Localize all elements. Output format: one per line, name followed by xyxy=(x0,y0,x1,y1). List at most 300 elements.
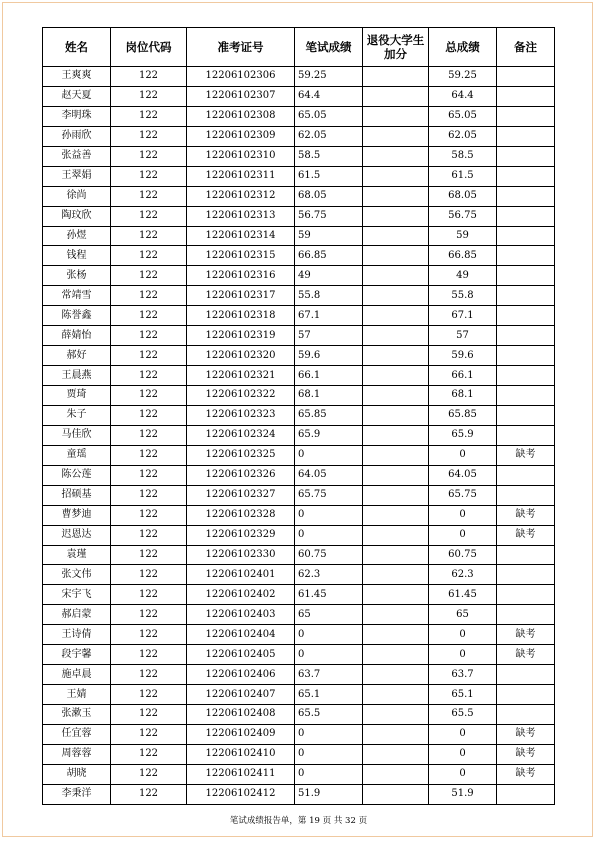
cell-total-score: 0 xyxy=(429,744,497,764)
header-position-code: 岗位代码 xyxy=(111,28,187,67)
cell-admission-number: 12206102314 xyxy=(187,226,295,246)
cell-admission-number: 12206102307 xyxy=(187,86,295,106)
cell-veteran-bonus xyxy=(363,505,429,525)
table-row xyxy=(43,585,555,605)
cell-position-code: 122 xyxy=(111,366,187,386)
cell-total-score: 56.75 xyxy=(429,206,497,226)
cell-veteran-bonus xyxy=(363,465,429,485)
cell-written-score: 59 xyxy=(295,226,363,246)
cell-veteran-bonus xyxy=(363,705,429,725)
cell-admission-number: 12206102406 xyxy=(187,665,295,685)
cell-veteran-bonus xyxy=(363,286,429,306)
cell-name: 王诗倩 xyxy=(43,625,111,645)
cell-written-score: 68.05 xyxy=(295,186,363,206)
cell-written-score: 0 xyxy=(295,625,363,645)
cell-name: 任宜蓉 xyxy=(43,724,111,744)
cell-written-score: 51.9 xyxy=(295,784,363,804)
cell-admission-number: 12206102325 xyxy=(187,445,295,465)
cell-total-score: 58.5 xyxy=(429,146,497,166)
cell-veteran-bonus xyxy=(363,126,429,146)
table-row xyxy=(43,625,555,645)
cell-admission-number: 12206102324 xyxy=(187,425,295,445)
cell-total-score: 59.25 xyxy=(429,67,497,87)
cell-position-code: 122 xyxy=(111,505,187,525)
table-row xyxy=(43,685,555,705)
cell-remarks: 缺考 xyxy=(497,505,555,525)
cell-remarks xyxy=(497,585,555,605)
cell-veteran-bonus xyxy=(363,67,429,87)
cell-written-score: 61.45 xyxy=(295,585,363,605)
cell-veteran-bonus xyxy=(363,724,429,744)
cell-remarks xyxy=(497,326,555,346)
cell-position-code: 122 xyxy=(111,346,187,366)
cell-veteran-bonus xyxy=(363,445,429,465)
cell-written-score: 62.05 xyxy=(295,126,363,146)
cell-name: 童瑶 xyxy=(43,445,111,465)
cell-veteran-bonus xyxy=(363,625,429,645)
table-row xyxy=(43,784,555,804)
cell-position-code: 122 xyxy=(111,645,187,665)
cell-remarks xyxy=(497,784,555,804)
cell-admission-number: 12206102320 xyxy=(187,346,295,366)
cell-veteran-bonus xyxy=(363,266,429,286)
table-row xyxy=(43,565,555,585)
cell-remarks xyxy=(497,665,555,685)
table-row xyxy=(43,764,555,784)
cell-total-score: 0 xyxy=(429,445,497,465)
cell-remarks: 缺考 xyxy=(497,525,555,545)
cell-veteran-bonus xyxy=(363,166,429,186)
cell-veteran-bonus xyxy=(363,186,429,206)
cell-name: 陈公莲 xyxy=(43,465,111,485)
cell-written-score: 65 xyxy=(295,605,363,625)
cell-remarks xyxy=(497,465,555,485)
cell-total-score: 66.85 xyxy=(429,246,497,266)
cell-admission-number: 12206102402 xyxy=(187,585,295,605)
cell-written-score: 65.05 xyxy=(295,106,363,126)
cell-name: 李秉洋 xyxy=(43,784,111,804)
cell-written-score: 0 xyxy=(295,645,363,665)
cell-position-code: 122 xyxy=(111,106,187,126)
cell-admission-number: 12206102322 xyxy=(187,386,295,406)
cell-remarks xyxy=(497,166,555,186)
cell-written-score: 65.9 xyxy=(295,425,363,445)
cell-remarks xyxy=(497,126,555,146)
table-row xyxy=(43,266,555,286)
cell-name: 王翠娟 xyxy=(43,166,111,186)
cell-written-score: 65.5 xyxy=(295,705,363,725)
cell-admission-number: 12206102313 xyxy=(187,206,295,226)
cell-remarks xyxy=(497,405,555,425)
cell-total-score: 51.9 xyxy=(429,784,497,804)
cell-position-code: 122 xyxy=(111,585,187,605)
cell-position-code: 122 xyxy=(111,206,187,226)
cell-veteran-bonus xyxy=(363,405,429,425)
cell-position-code: 122 xyxy=(111,665,187,685)
cell-total-score: 63.7 xyxy=(429,665,497,685)
cell-total-score: 65.75 xyxy=(429,485,497,505)
cell-remarks: 缺考 xyxy=(497,744,555,764)
cell-total-score: 62.05 xyxy=(429,126,497,146)
cell-position-code: 122 xyxy=(111,266,187,286)
cell-veteran-bonus xyxy=(363,585,429,605)
cell-remarks xyxy=(497,146,555,166)
table-row xyxy=(43,67,555,87)
cell-remarks xyxy=(497,366,555,386)
score-table xyxy=(42,27,555,805)
cell-position-code: 122 xyxy=(111,286,187,306)
cell-written-score: 0 xyxy=(295,525,363,545)
cell-remarks xyxy=(497,67,555,87)
table-row xyxy=(43,186,555,206)
cell-position-code: 122 xyxy=(111,425,187,445)
cell-written-score: 59.25 xyxy=(295,67,363,87)
cell-veteran-bonus xyxy=(363,106,429,126)
table-row xyxy=(43,206,555,226)
cell-name: 招硕基 xyxy=(43,485,111,505)
cell-name: 胡晓 xyxy=(43,764,111,784)
cell-admission-number: 12206102329 xyxy=(187,525,295,545)
cell-total-score: 0 xyxy=(429,645,497,665)
cell-total-score: 66.1 xyxy=(429,366,497,386)
cell-position-code: 122 xyxy=(111,86,187,106)
cell-written-score: 55.8 xyxy=(295,286,363,306)
cell-position-code: 122 xyxy=(111,146,187,166)
table-row xyxy=(43,465,555,485)
cell-total-score: 61.5 xyxy=(429,166,497,186)
cell-position-code: 122 xyxy=(111,326,187,346)
cell-name: 周蓉蓉 xyxy=(43,744,111,764)
cell-position-code: 122 xyxy=(111,67,187,87)
table-row xyxy=(43,605,555,625)
cell-admission-number: 12206102411 xyxy=(187,764,295,784)
table-row xyxy=(43,326,555,346)
cell-veteran-bonus xyxy=(363,784,429,804)
cell-written-score: 0 xyxy=(295,764,363,784)
cell-remarks xyxy=(497,545,555,565)
cell-position-code: 122 xyxy=(111,126,187,146)
cell-veteran-bonus xyxy=(363,86,429,106)
cell-written-score: 57 xyxy=(295,326,363,346)
table-row xyxy=(43,126,555,146)
cell-veteran-bonus xyxy=(363,764,429,784)
page-footer: 笔试成绩报告单，第 19 页 共 32 页 xyxy=(229,816,368,826)
cell-position-code: 122 xyxy=(111,465,187,485)
header-written-score: 笔试成绩 xyxy=(295,28,363,67)
header-row xyxy=(43,28,555,67)
table-row xyxy=(43,386,555,406)
cell-name: 施卓晨 xyxy=(43,665,111,685)
cell-total-score: 49 xyxy=(429,266,497,286)
cell-position-code: 122 xyxy=(111,485,187,505)
header-veteran-bonus: 退役大学生加分 xyxy=(363,28,429,67)
cell-position-code: 122 xyxy=(111,246,187,266)
cell-name: 马佳欣 xyxy=(43,425,111,445)
cell-admission-number: 12206102403 xyxy=(187,605,295,625)
cell-written-score: 64.05 xyxy=(295,465,363,485)
cell-admission-number: 12206102328 xyxy=(187,505,295,525)
cell-veteran-bonus xyxy=(363,665,429,685)
cell-total-score: 64.4 xyxy=(429,86,497,106)
cell-veteran-bonus xyxy=(363,545,429,565)
table-row xyxy=(43,665,555,685)
cell-name: 王爽爽 xyxy=(43,67,111,87)
cell-total-score: 67.1 xyxy=(429,306,497,326)
cell-position-code: 122 xyxy=(111,784,187,804)
cell-total-score: 0 xyxy=(429,625,497,645)
cell-name: 赵天夏 xyxy=(43,86,111,106)
cell-admission-number: 12206102306 xyxy=(187,67,295,87)
cell-total-score: 64.05 xyxy=(429,465,497,485)
cell-total-score: 65.5 xyxy=(429,705,497,725)
cell-name: 张漱玉 xyxy=(43,705,111,725)
cell-written-score: 65.1 xyxy=(295,685,363,705)
cell-admission-number: 12206102315 xyxy=(187,246,295,266)
cell-admission-number: 12206102318 xyxy=(187,306,295,326)
cell-name: 郝好 xyxy=(43,346,111,366)
cell-total-score: 55.8 xyxy=(429,286,497,306)
cell-name: 迟恩达 xyxy=(43,525,111,545)
cell-position-code: 122 xyxy=(111,685,187,705)
cell-total-score: 0 xyxy=(429,724,497,744)
cell-total-score: 65.85 xyxy=(429,405,497,425)
cell-admission-number: 12206102309 xyxy=(187,126,295,146)
cell-admission-number: 12206102407 xyxy=(187,685,295,705)
cell-name: 常靖雪 xyxy=(43,286,111,306)
cell-position-code: 122 xyxy=(111,445,187,465)
table-row xyxy=(43,166,555,186)
cell-written-score: 67.1 xyxy=(295,306,363,326)
cell-position-code: 122 xyxy=(111,545,187,565)
cell-name: 张杨 xyxy=(43,266,111,286)
cell-written-score: 49 xyxy=(295,266,363,286)
cell-remarks xyxy=(497,206,555,226)
cell-veteran-bonus xyxy=(363,485,429,505)
cell-total-score: 65 xyxy=(429,605,497,625)
cell-remarks xyxy=(497,705,555,725)
cell-name: 段宇馨 xyxy=(43,645,111,665)
cell-position-code: 122 xyxy=(111,744,187,764)
cell-admission-number: 12206102316 xyxy=(187,266,295,286)
cell-veteran-bonus xyxy=(363,206,429,226)
cell-admission-number: 12206102317 xyxy=(187,286,295,306)
cell-total-score: 62.3 xyxy=(429,565,497,585)
cell-name: 薛婧怡 xyxy=(43,326,111,346)
cell-remarks xyxy=(497,605,555,625)
cell-position-code: 122 xyxy=(111,186,187,206)
table-row xyxy=(43,744,555,764)
cell-name: 朱子 xyxy=(43,405,111,425)
cell-veteran-bonus xyxy=(363,306,429,326)
cell-name: 宋宇飞 xyxy=(43,585,111,605)
cell-written-score: 61.5 xyxy=(295,166,363,186)
cell-total-score: 0 xyxy=(429,525,497,545)
cell-total-score: 61.45 xyxy=(429,585,497,605)
cell-position-code: 122 xyxy=(111,625,187,645)
cell-position-code: 122 xyxy=(111,405,187,425)
table-row xyxy=(43,485,555,505)
cell-written-score: 65.85 xyxy=(295,405,363,425)
cell-position-code: 122 xyxy=(111,724,187,744)
cell-admission-number: 12206102311 xyxy=(187,166,295,186)
cell-veteran-bonus xyxy=(363,246,429,266)
header-total-score: 总成绩 xyxy=(429,28,497,67)
cell-remarks xyxy=(497,485,555,505)
cell-remarks: 缺考 xyxy=(497,724,555,744)
cell-veteran-bonus xyxy=(363,226,429,246)
cell-total-score: 0 xyxy=(429,764,497,784)
cell-written-score: 60.75 xyxy=(295,545,363,565)
cell-admission-number: 12206102323 xyxy=(187,405,295,425)
cell-written-score: 64.4 xyxy=(295,86,363,106)
cell-remarks xyxy=(497,306,555,326)
cell-name: 钱程 xyxy=(43,246,111,266)
table-row xyxy=(43,425,555,445)
cell-admission-number: 12206102310 xyxy=(187,146,295,166)
cell-position-code: 122 xyxy=(111,166,187,186)
cell-veteran-bonus xyxy=(363,565,429,585)
cell-remarks xyxy=(497,106,555,126)
table-row xyxy=(43,366,555,386)
cell-position-code: 122 xyxy=(111,306,187,326)
cell-veteran-bonus xyxy=(363,425,429,445)
cell-name: 张文伟 xyxy=(43,565,111,585)
cell-written-score: 0 xyxy=(295,724,363,744)
cell-admission-number: 12206102408 xyxy=(187,705,295,725)
cell-written-score: 65.75 xyxy=(295,485,363,505)
cell-total-score: 0 xyxy=(429,505,497,525)
table-row xyxy=(43,645,555,665)
cell-written-score: 62.3 xyxy=(295,565,363,585)
cell-veteran-bonus xyxy=(363,744,429,764)
header-remarks: 备注 xyxy=(497,28,555,67)
table-row xyxy=(43,705,555,725)
cell-total-score: 57 xyxy=(429,326,497,346)
cell-admission-number: 12206102401 xyxy=(187,565,295,585)
cell-veteran-bonus xyxy=(363,146,429,166)
score-table-body xyxy=(43,67,555,805)
cell-written-score: 0 xyxy=(295,505,363,525)
table-row xyxy=(43,505,555,525)
cell-admission-number: 12206102312 xyxy=(187,186,295,206)
cell-position-code: 122 xyxy=(111,605,187,625)
cell-remarks: 缺考 xyxy=(497,625,555,645)
cell-position-code: 122 xyxy=(111,705,187,725)
cell-veteran-bonus xyxy=(363,605,429,625)
cell-veteran-bonus xyxy=(363,366,429,386)
cell-name: 曹梦迪 xyxy=(43,505,111,525)
cell-admission-number: 12206102321 xyxy=(187,366,295,386)
cell-written-score: 58.5 xyxy=(295,146,363,166)
cell-remarks: 缺考 xyxy=(497,645,555,665)
score-table-header xyxy=(43,28,555,67)
cell-name: 孙雨欣 xyxy=(43,126,111,146)
cell-remarks xyxy=(497,386,555,406)
cell-remarks: 缺考 xyxy=(497,764,555,784)
cell-veteran-bonus xyxy=(363,525,429,545)
cell-remarks xyxy=(497,266,555,286)
table-row xyxy=(43,545,555,565)
cell-remarks xyxy=(497,685,555,705)
cell-admission-number: 12206102319 xyxy=(187,326,295,346)
cell-remarks xyxy=(497,286,555,306)
cell-admission-number: 12206102412 xyxy=(187,784,295,804)
table-row xyxy=(43,86,555,106)
cell-total-score: 65.1 xyxy=(429,685,497,705)
table-row xyxy=(43,405,555,425)
cell-admission-number: 12206102410 xyxy=(187,744,295,764)
cell-admission-number: 12206102326 xyxy=(187,465,295,485)
cell-veteran-bonus xyxy=(363,685,429,705)
cell-written-score: 63.7 xyxy=(295,665,363,685)
cell-total-score: 59 xyxy=(429,226,497,246)
cell-position-code: 122 xyxy=(111,565,187,585)
table-row xyxy=(43,286,555,306)
table-row xyxy=(43,306,555,326)
table-row xyxy=(43,146,555,166)
cell-veteran-bonus xyxy=(363,645,429,665)
cell-name: 陶玟欣 xyxy=(43,206,111,226)
table-row xyxy=(43,525,555,545)
table-row xyxy=(43,724,555,744)
cell-total-score: 65.05 xyxy=(429,106,497,126)
cell-admission-number: 12206102405 xyxy=(187,645,295,665)
cell-position-code: 122 xyxy=(111,764,187,784)
cell-remarks xyxy=(497,226,555,246)
cell-name: 郝启蒙 xyxy=(43,605,111,625)
cell-written-score: 0 xyxy=(295,445,363,465)
cell-remarks xyxy=(497,565,555,585)
header-admission-number: 准考证号 xyxy=(187,28,295,67)
cell-name: 孙煜 xyxy=(43,226,111,246)
cell-written-score: 56.75 xyxy=(295,206,363,226)
cell-veteran-bonus xyxy=(363,326,429,346)
cell-written-score: 66.1 xyxy=(295,366,363,386)
cell-veteran-bonus xyxy=(363,386,429,406)
cell-veteran-bonus xyxy=(363,346,429,366)
cell-position-code: 122 xyxy=(111,226,187,246)
cell-written-score: 0 xyxy=(295,744,363,764)
cell-remarks xyxy=(497,246,555,266)
table-row xyxy=(43,445,555,465)
table-row xyxy=(43,226,555,246)
cell-remarks xyxy=(497,346,555,366)
cell-name: 张益善 xyxy=(43,146,111,166)
cell-remarks xyxy=(497,425,555,445)
header-name: 姓名 xyxy=(43,28,111,67)
table-row xyxy=(43,246,555,266)
cell-remarks xyxy=(497,186,555,206)
cell-name: 袁瑾 xyxy=(43,545,111,565)
cell-written-score: 59.6 xyxy=(295,346,363,366)
cell-remarks: 缺考 xyxy=(497,445,555,465)
cell-name: 李明珠 xyxy=(43,106,111,126)
cell-admission-number: 12206102327 xyxy=(187,485,295,505)
cell-admission-number: 12206102409 xyxy=(187,724,295,744)
table-row xyxy=(43,346,555,366)
cell-name: 王晨燕 xyxy=(43,366,111,386)
cell-written-score: 66.85 xyxy=(295,246,363,266)
cell-name: 陈誉鑫 xyxy=(43,306,111,326)
cell-position-code: 122 xyxy=(111,525,187,545)
cell-total-score: 68.05 xyxy=(429,186,497,206)
cell-admission-number: 12206102308 xyxy=(187,106,295,126)
cell-name: 徐尚 xyxy=(43,186,111,206)
cell-admission-number: 12206102404 xyxy=(187,625,295,645)
cell-admission-number: 12206102330 xyxy=(187,545,295,565)
table-row xyxy=(43,106,555,126)
cell-written-score: 68.1 xyxy=(295,386,363,406)
